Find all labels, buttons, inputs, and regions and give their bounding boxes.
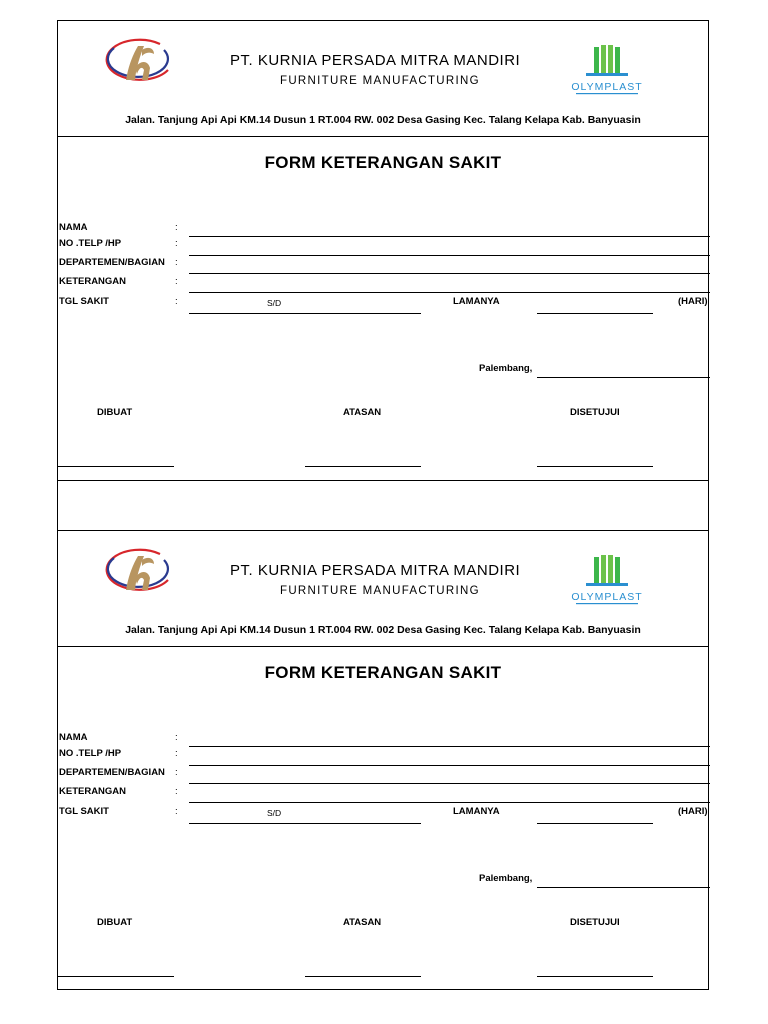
signature-label-dibuat: DIBUAT [97, 407, 133, 418]
field-colon: : [175, 276, 178, 287]
lamanya-input-line[interactable] [537, 823, 653, 824]
keterangan-input-line[interactable] [189, 802, 710, 803]
field-colon: : [175, 238, 178, 249]
departemen-input-line[interactable] [189, 783, 710, 784]
company-name: PT. KURNIA PERSADA MITRA MANDIRI [230, 52, 521, 69]
field-colon: : [175, 296, 178, 307]
hari-label: (HARI) [678, 806, 708, 817]
sd-label: S/D [267, 298, 282, 308]
field-label-nama: NAMA [59, 732, 88, 743]
nama-input-line[interactable] [189, 746, 710, 747]
company-address: Jalan. Tanjung Api Api KM.14 Dusun 1 RT.004 RW. 002 Desa Gasing Kec. Talang Kelapa Kab. Banyuasin [125, 114, 641, 126]
olymplast-logo-text: OLYMPLAST [571, 591, 643, 603]
field-colon: : [175, 257, 178, 268]
field-colon: : [175, 732, 178, 743]
company-subtitle: FURNITURE MANUFACTURING [280, 585, 480, 597]
field-label-departemen: DEPARTEMEN/BAGIAN [59, 257, 165, 268]
lamanya-label: LAMANYA [453, 296, 500, 307]
field-colon: : [175, 786, 178, 797]
signature-label-disetujui: DISETUJUI [570, 917, 620, 928]
company-address: Jalan. Tanjung Api Api KM.14 Dusun 1 RT.004 RW. 002 Desa Gasing Kec. Talang Kelapa Kab. Banyuasin [125, 624, 641, 636]
departemen-input-line[interactable] [189, 273, 710, 274]
signature-line-atasan[interactable] [305, 976, 421, 977]
field-label-departemen: DEPARTEMEN/BAGIAN [59, 767, 165, 778]
sd-label: S/D [267, 808, 282, 818]
field-label-tgl-sakit: TGL SAKIT [59, 296, 109, 307]
lamanya-input-line[interactable] [537, 313, 653, 314]
field-label-nama: NAMA [59, 222, 88, 233]
signature-label-dibuat: DIBUAT [97, 917, 133, 928]
olymplast-logo-text: OLYMPLAST [571, 81, 643, 93]
header-divider [58, 136, 708, 137]
field-label-telp: NO .TELP /HP [59, 748, 122, 759]
city-label: Palembang, [479, 363, 533, 374]
signature-line-dibuat[interactable] [58, 976, 174, 977]
field-label-keterangan: KETERANGAN [59, 786, 127, 797]
city-label: Palembang, [479, 873, 533, 884]
field-label-keterangan: KETERANGAN [59, 276, 127, 287]
field-label-tgl-sakit: TGL SAKIT [59, 806, 109, 817]
signature-label-atasan: ATASAN [343, 407, 382, 418]
company-subtitle: FURNITURE MANUFACTURING [280, 75, 480, 87]
keterangan-input-line[interactable] [189, 292, 710, 293]
signature-line-atasan[interactable] [305, 466, 421, 467]
tgl-sakit-input-line[interactable] [189, 823, 421, 824]
olymplast-bars-icon [586, 555, 628, 586]
olymplast-logo [566, 43, 650, 99]
date-input-line[interactable] [537, 377, 710, 378]
date-input-line[interactable] [537, 887, 710, 888]
signature-line-disetujui[interactable] [537, 466, 653, 467]
field-colon: : [175, 767, 178, 778]
company-logo-icon [102, 548, 174, 596]
form-title: FORM KETERANGAN SAKIT [264, 153, 502, 172]
section-divider [58, 480, 708, 481]
olymplast-bars-icon [586, 45, 628, 76]
tgl-sakit-input-line[interactable] [189, 313, 421, 314]
olymplast-logo [566, 553, 650, 609]
nama-input-line[interactable] [189, 236, 710, 237]
telp-input-line[interactable] [189, 255, 710, 256]
hari-label: (HARI) [678, 296, 708, 307]
form-title: FORM KETERANGAN SAKIT [264, 663, 502, 682]
field-label-telp: NO .TELP /HP [59, 238, 122, 249]
telp-input-line[interactable] [189, 765, 710, 766]
company-name: PT. KURNIA PERSADA MITRA MANDIRI [230, 562, 521, 579]
company-logo-icon [102, 38, 174, 86]
header-divider [58, 646, 708, 647]
document-sheet [57, 20, 709, 990]
field-colon: : [175, 222, 178, 233]
field-colon: : [175, 748, 178, 759]
signature-line-dibuat[interactable] [58, 466, 174, 467]
signature-label-disetujui: DISETUJUI [570, 407, 620, 418]
signature-label-atasan: ATASAN [343, 917, 382, 928]
lamanya-label: LAMANYA [453, 806, 500, 817]
field-colon: : [175, 806, 178, 817]
section-divider [58, 530, 708, 531]
signature-line-disetujui[interactable] [537, 976, 653, 977]
